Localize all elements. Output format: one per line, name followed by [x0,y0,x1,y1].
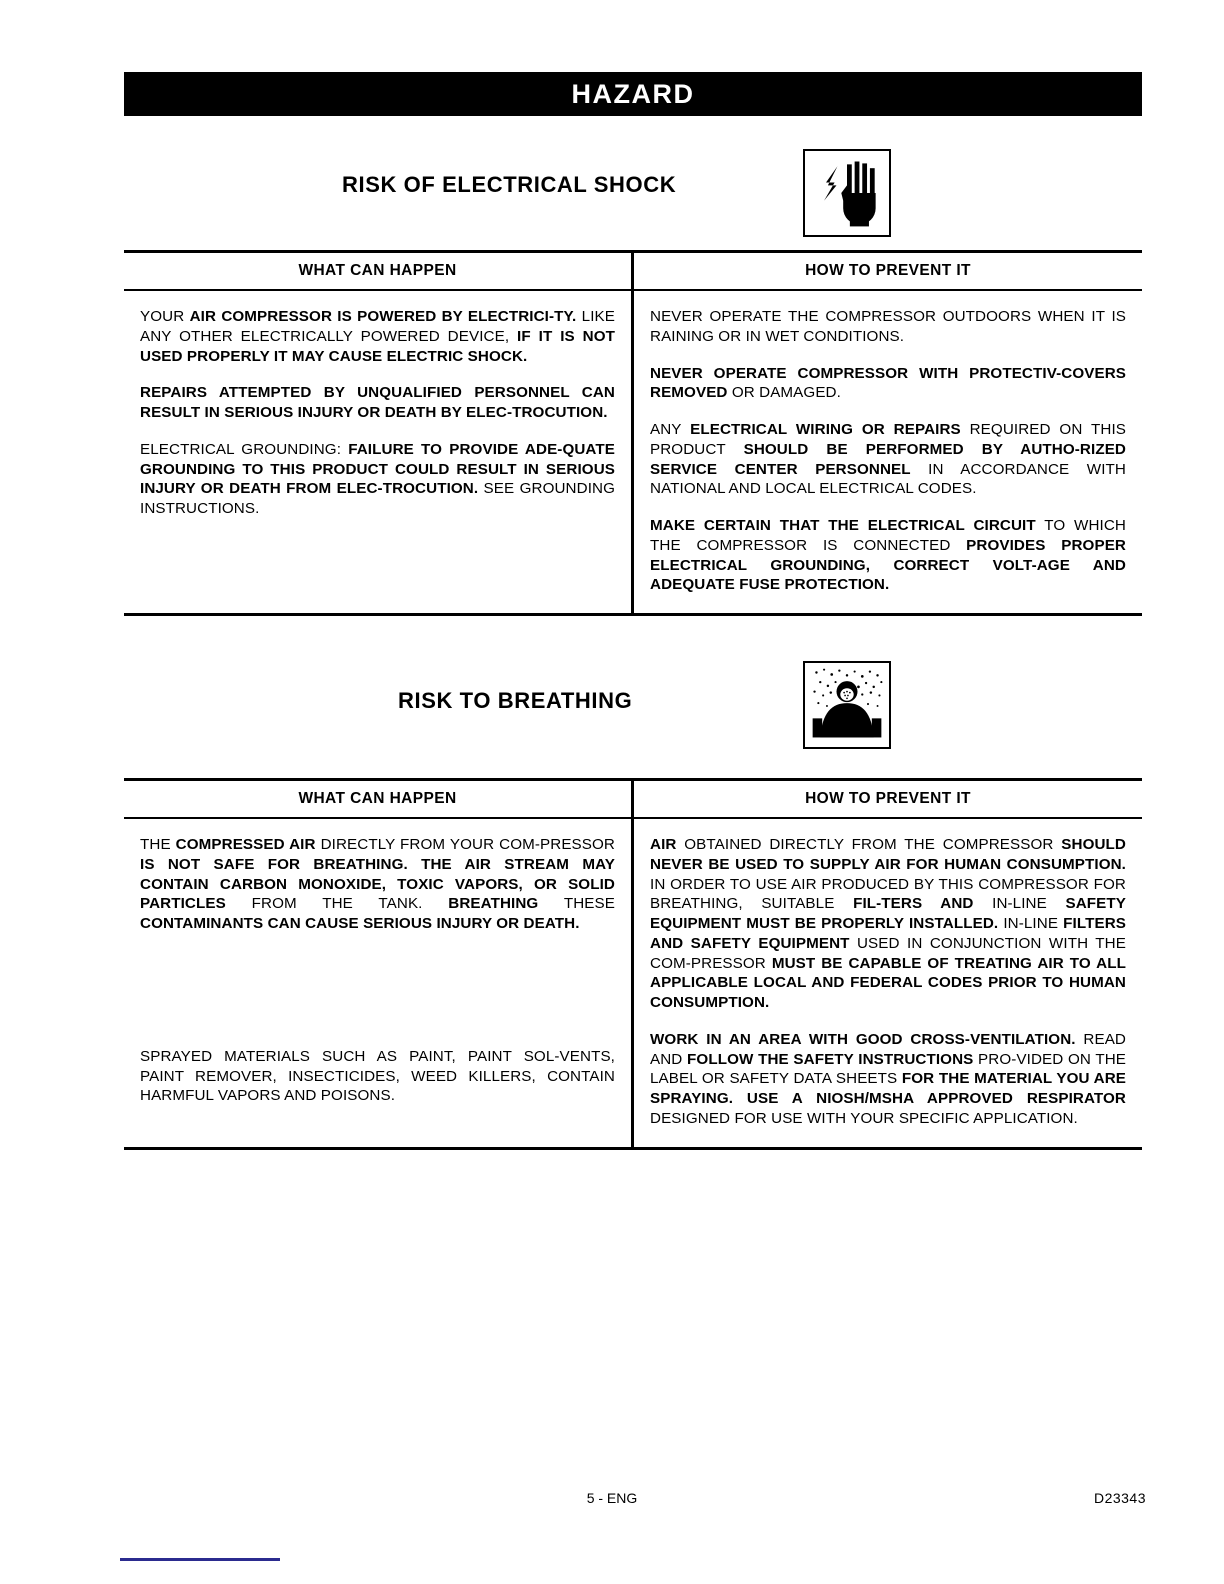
breathing-respirator-icon [803,661,891,749]
table-body-row [124,291,1142,613]
paragraph: ANY ELECTRICAL WIRING OR REPAIRS REQUIRED ON THIS PRODUCT SHOULD BE PERFORMED BY AUTHO-RIZED SERVICE CENTER PERSONNEL IN ACCORDANCE WITH NATIONAL AND LOCAL ELECTRICAL CODES. [650,421,1127,498]
paragraph: YOUR AIR COMPRESSOR IS POWERED BY ELECTRICI-TY. LIKE ANY OTHER ELECTRICALLY POWERED DEVICE, IF IT IS NOT USED PROPERLY IT MAY CAUSE ELECTRIC SHOCK. [140,308,616,365]
electrical-shock-hand-icon [803,149,891,237]
paragraph: THE COMPRESSED AIR DIRECTLY FROM YOUR COM-PRESSOR IS NOT SAFE FOR BREATHING. THE AIR STREAM MAY CONTAIN CARBON MONOXIDE, TOXIC VAPORS, OR SOLID PARTICLES FROM THE TANK. BREATHING THESE CONTAMINANTS CAN CAUSE SERIOUS INJURY OR DEATH. [140,836,616,932]
table-header-row [124,253,1142,291]
footer-page-label: 5 - ENG [586,1490,638,1506]
cell-what-can-happen [124,819,634,1147]
paragraph: NEVER OPERATE THE COMPRESSOR OUTDOORS WHEN IT IS RAINING OR IN WET CONDITIONS. [650,308,1126,345]
table-risk-to-breathing [124,778,1142,1150]
section-title-electrical-shock: RISK OF ELECTRICAL SHOCK [342,172,677,197]
page-edge-mark [120,1558,280,1561]
section-title-risk-to-breathing: RISK TO BREATHING [398,688,633,713]
cell-how-to-prevent-it [634,819,1142,1147]
paragraph: SPRAYED MATERIALS SUCH AS PAINT, PAINT SOL-VENTS, PAINT REMOVER, INSECTICIDES, WEED KILLERS, CONTAIN HARMFUL VAPORS AND POISONS. [140,1047,615,1105]
paragraph: AIR OBTAINED DIRECTLY FROM THE COMPRESSOR SHOULD NEVER BE USED TO SUPPLY AIR FOR HUMAN CONSUMPTION. IN ORDER TO USE AIR PRODUCED BY THIS COMPRESSOR FOR BREATHING, SUITABLE FIL-TERS AND IN-LINE SAFETY EQUIPMENT MUST BE PROPERLY INSTALLED. IN-LINE FILTERS AND SAFETY EQUIPMENT USED IN CONJUNCTION WITH THE COM-PRESSOR MUST BE CAPABLE OF TREATING AIR TO ALL APPLICABLE LOCAL AND FEDERAL CODES PRIOR TO HUMAN CONSUMPTION. [650,836,1126,1011]
paragraph: WORK IN AN AREA WITH GOOD CROSS-VENTILATION. READ AND FOLLOW THE SAFETY INSTRUCTIONS PRO-VIDED ON THE LABEL OR SAFETY DATA SHEETS FOR THE MATERIAL YOU ARE SPRAYING. USE A NIOSH/MSHA APPROVED RESPIRATOR DESIGNED FOR USE WITH YOUR SPECIFIC APPLICATION. [650,1030,1127,1127]
spacer [140,951,615,1047]
hazard-banner [124,72,1142,116]
column-header-how-to-prevent-it: HOW TO PREVENT IT [805,790,971,807]
cell-how-to-prevent-it [634,291,1142,613]
paragraph: ELECTRICAL GROUNDING: FAILURE TO PROVIDE ADE-QUATE GROUNDING TO THIS PRODUCT COULD RESULT IN SERIOUS INJURY OR DEATH FROM ELEC-TROCUTION. SEE GROUNDING INSTRUCTIONS. [140,440,615,517]
paragraph: NEVER OPERATE COMPRESSOR WITH PROTECTIV-COVERS REMOVED OR DAMAGED. [650,364,1126,402]
paragraph: MAKE CERTAIN THAT THE ELECTRICAL CIRCUIT TO WHICH THE COMPRESSOR IS CONNECTED PROVIDES PROPER ELECTRICAL GROUNDING, CORRECT VOLT-AGE AND ADEQUATE FUSE PROTECTION. [650,517,1126,594]
footer-doc-code: D23343 [1093,1490,1146,1506]
table-body-row [124,819,1142,1147]
column-header-how-to-prevent-it: HOW TO PREVENT IT [805,262,971,279]
paragraph: REPAIRS ATTEMPTED BY UNQUALIFIED PERSONNEL CAN RESULT IN SERIOUS INJURY OR DEATH BY ELEC-TROCUTION. [140,384,615,421]
table-electrical-shock [124,250,1142,616]
column-header-what-can-happen: WHAT CAN HAPPEN [124,253,634,289]
column-header-what-can-happen: WHAT CAN HAPPEN [124,781,634,817]
hazard-banner-title: HAZARD [571,78,695,109]
cell-what-can-happen [124,291,634,613]
table-header-row [124,781,1142,819]
